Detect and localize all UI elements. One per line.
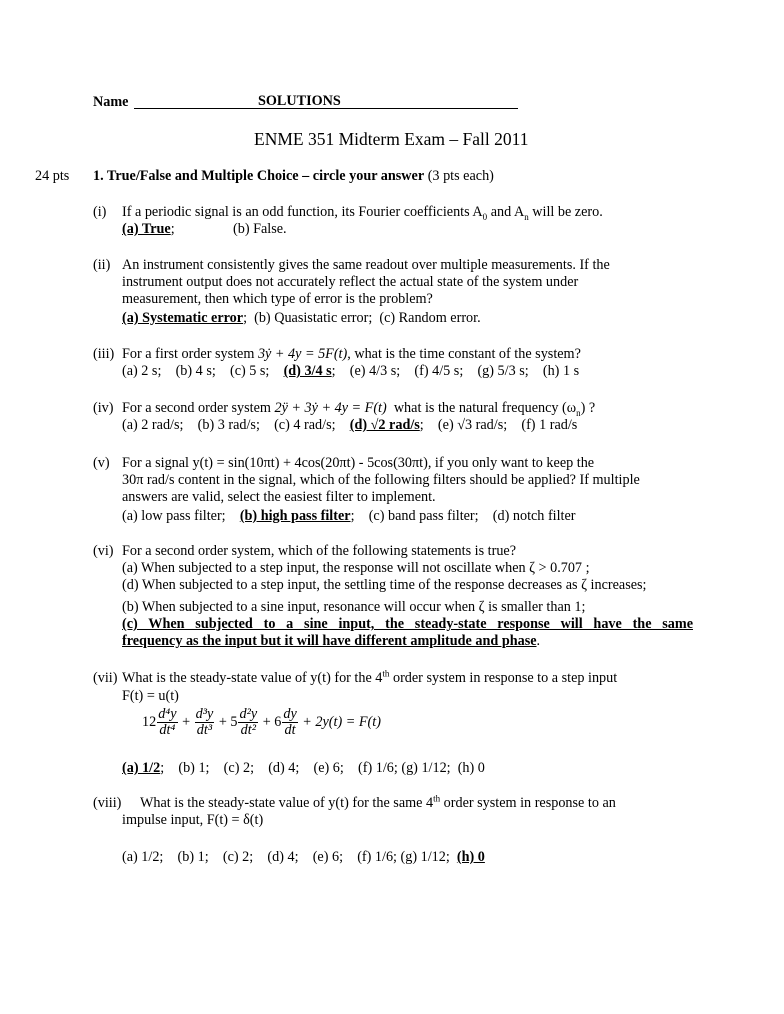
q7-frac-4 <box>157 707 177 738</box>
q2-rest: ; (b) Quasistatic error; (c) Random error. <box>243 310 481 326</box>
q4-text-b: what is the natural frequency (ω <box>386 400 577 416</box>
q4-equation: 2ÿ + 3ẏ + 4y = F(t) <box>274 400 387 416</box>
q7-frac-2-den: dt² <box>240 722 256 739</box>
q4-text-a: For a second order system <box>122 400 275 416</box>
q5-opt-a: (a) low pass filter; <box>122 508 240 524</box>
q7-eq-tail: + 2y(t) = F(t) <box>298 714 381 730</box>
q7-eq-plus3: + 6 <box>259 714 282 730</box>
q4-subn: n <box>576 407 581 418</box>
q7-options <box>122 760 485 777</box>
q2-options <box>122 310 481 327</box>
q4-opts-before: (a) 2 rad/s; (b) 3 rad/s; (c) 4 rad/s; <box>122 417 350 433</box>
q8-number: (viii) <box>93 795 122 811</box>
section-note: (3 pts each) <box>427 168 494 184</box>
q7-frac-1-den: dt <box>284 722 296 739</box>
section-heading <box>93 168 494 185</box>
q1-text-c: will be zero. <box>528 204 603 220</box>
q5-options <box>122 508 576 525</box>
q3-text-a: For a first order system <box>122 346 258 362</box>
q7-frac-3 <box>195 707 215 738</box>
q1-text-a: If a periodic signal is an odd function, its Fourier coefficients A <box>122 204 483 220</box>
q5-opts-after: ; (c) band pass filter; (d) notch filter <box>350 508 576 524</box>
q1-answer: (a) True <box>122 221 171 237</box>
q4-answer: (d) √2 rad/s <box>349 417 420 433</box>
q7-opts-after: ; (b) 1; (c) 2; (d) 4; (e) 6; (f) 1/6; (g) 1/12; (h) 0 <box>160 760 485 776</box>
q4-opts-after: ; (e) √3 rad/s; (f) 1 rad/s <box>419 417 578 433</box>
q7-frac-1-num: dy <box>283 706 297 723</box>
q7-text <box>122 670 617 687</box>
q8-line2: impulse input, F(t) = δ(t) <box>122 812 264 828</box>
q2-line2: instrument output does not accurately reflect the actual state of the system under <box>122 274 579 290</box>
q7-eq-plus2: + 5 <box>215 714 238 730</box>
q8-opts-before: (a) 1/2; (b) 1; (c) 2; (d) 4; (e) 6; (f) 1/6; (g) 1/12; <box>122 849 457 865</box>
q6-line1: For a second order system, which of the following statements is true? <box>122 543 517 559</box>
q7-frac-3-den: dt³ <box>196 722 213 739</box>
q1-sep: ; <box>170 221 175 237</box>
q7-eq-coef: 12 <box>142 714 157 730</box>
q7-frac-4-num: d⁴y <box>158 706 177 723</box>
q2-number: (ii) <box>93 257 111 273</box>
q5-line1: For a signal y(t) = sin(10πt) + 4cos(20πt) - 5cos(30πt), if you only want to keep the <box>122 455 595 471</box>
q1-option-b: (b) False. <box>233 221 287 237</box>
q7-eq-plus1: + <box>178 714 194 730</box>
q7-number: (vii) <box>93 670 118 686</box>
q3-number: (iii) <box>93 346 115 362</box>
q6-answer-line2-text: frequency as the input but it will have different amplitude and phase <box>122 633 537 649</box>
q6-option-d: (d) When subjected to a step input, the settling time of the response decreases as ζ increases; <box>122 577 647 593</box>
q8-sup: th <box>433 793 441 804</box>
q1-text <box>122 204 603 221</box>
q5-answer: (b) high pass filter <box>239 508 351 524</box>
q8-text-b: order system in response to an <box>440 795 616 811</box>
q3-text <box>122 346 581 363</box>
q1-sub0: 0 <box>482 211 488 222</box>
q4-text <box>122 400 595 417</box>
q7-line2: F(t) = u(t) <box>122 688 179 704</box>
section-heading-text: 1. True/False and Multiple Choice – circle your answer <box>93 168 425 184</box>
q5-line2: 30π rad/s content in the signal, which of the following filters should be applied? If multiple <box>122 472 640 488</box>
q7-sup: th <box>382 668 390 679</box>
q1-text-b: and A <box>487 204 525 220</box>
q6-option-a: (a) When subjected to a step input, the response will not oscillate when ζ > 0.707 ; <box>122 560 590 576</box>
q7-equation <box>142 707 381 738</box>
q2-line1: An instrument consistently gives the same readout over multiple measurements. If the <box>122 257 610 273</box>
q3-options <box>122 363 579 380</box>
q1-options <box>122 221 175 238</box>
q3-equation: 3ẏ + 4y = 5F(t) <box>257 346 348 362</box>
exam-title: ENME 351 Midterm Exam – Fall 2011 <box>254 129 529 149</box>
q7-text-a: What is the steady-state value of y(t) for the 4 <box>122 670 383 686</box>
q6-answer-line1: (c) When subjected to a sine input, the steady-state response will have the same <box>122 616 693 632</box>
name-label: Name <box>93 94 129 110</box>
q3-opts-after: ; (e) 4/3 s; (f) 4/5 s; (g) 5/3 s; (h) 1 s <box>331 363 580 379</box>
q6-option-b: (b) When subjected to a sine input, resonance will occur when ζ is smaller than 1; <box>122 599 586 615</box>
q4-text-c: ) ? <box>580 400 596 416</box>
q4-number: (iv) <box>93 400 114 416</box>
q7-frac-3-num: d³y <box>195 706 214 723</box>
q8-answer: (h) 0 <box>456 849 485 865</box>
q1-subn: n <box>524 211 529 222</box>
q7-frac-1 <box>282 707 297 738</box>
q1-number: (i) <box>93 204 107 220</box>
q7-text-b: order system in response to a step input <box>389 670 618 686</box>
q6-number: (vi) <box>93 543 114 559</box>
q5-number: (v) <box>93 455 110 471</box>
q3-opts-before: (a) 2 s; (b) 4 s; (c) 5 s; <box>122 363 284 379</box>
q7-frac-2 <box>238 707 258 738</box>
q7-frac-4-den: dt⁴ <box>159 722 176 739</box>
q3-answer: (d) 3/4 s <box>283 363 332 379</box>
q7-frac-2-num: d²y <box>239 706 258 723</box>
q2-line3: measurement, then which type of error is the problem? <box>122 291 433 307</box>
q7-answer: (a) 1/2 <box>122 760 161 776</box>
q3-text-b: , what is the time constant of the system? <box>347 346 581 362</box>
q8-text-a: What is the steady-state value of y(t) for the same 4 <box>140 795 434 811</box>
name-value: SOLUTIONS <box>258 93 341 109</box>
q4-options <box>122 417 577 434</box>
points-label: 24 pts <box>35 168 70 184</box>
q8-text <box>140 795 616 812</box>
q8-options <box>122 849 485 866</box>
q6-answer-line2 <box>122 633 540 650</box>
q2-answer: (a) Systematic error <box>122 310 244 326</box>
q6-answer-end: . <box>536 633 541 649</box>
q5-line3: answers are valid, select the easiest filter to implement. <box>122 489 436 505</box>
